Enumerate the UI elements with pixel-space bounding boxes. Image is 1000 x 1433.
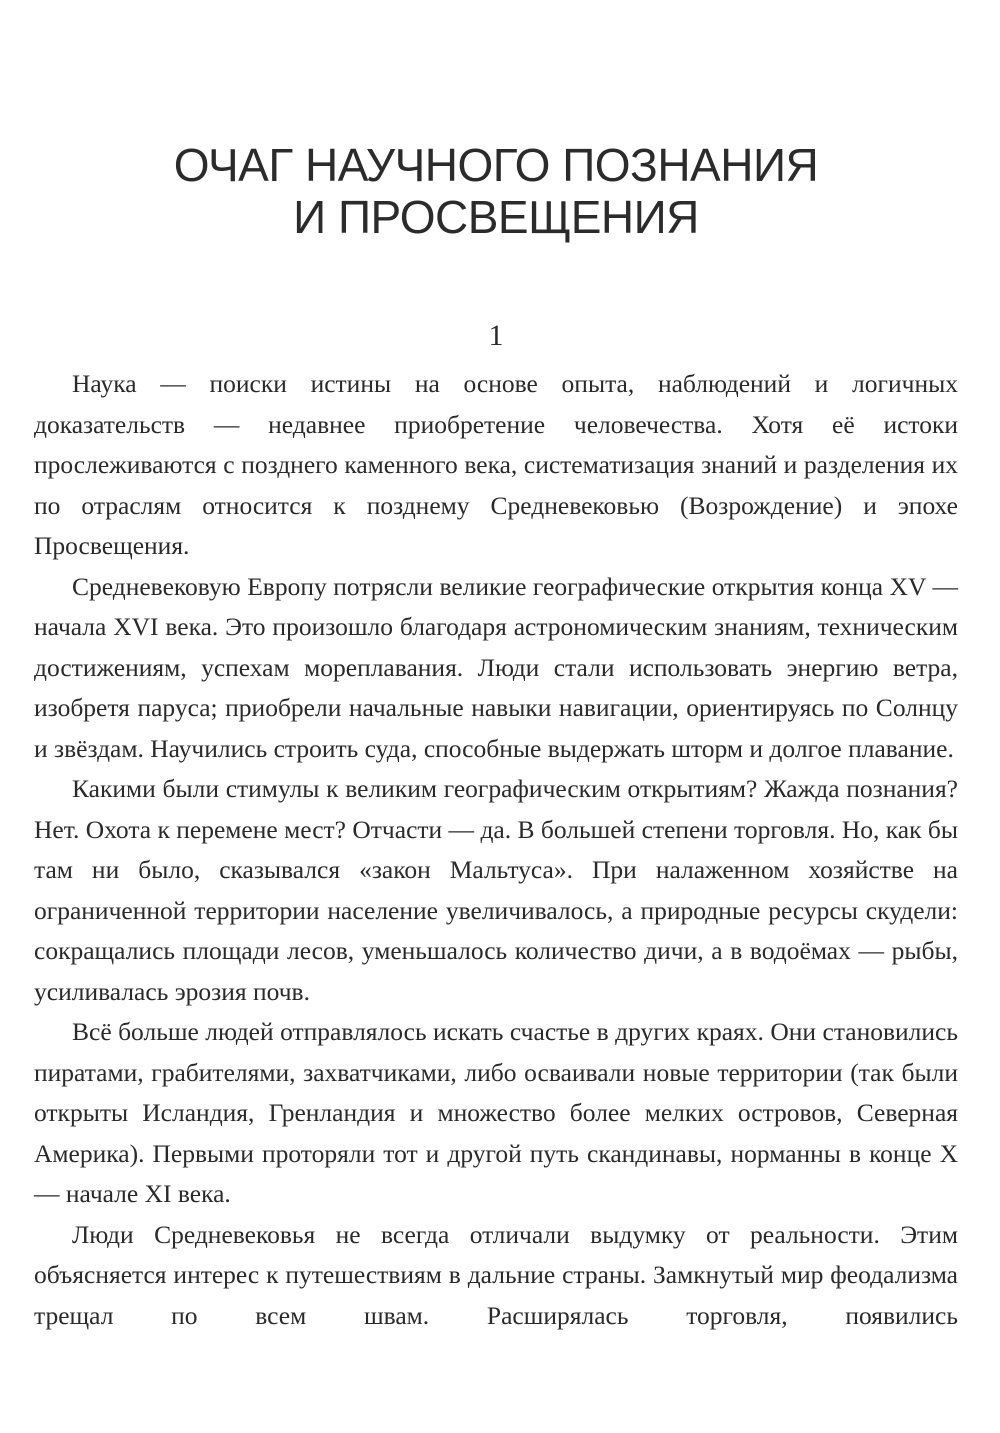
paragraph: Какими были стимулы к великим географическим открытиям? Жажда познания? Нет. Охота к перемене мест? Отчасти — да. В большей степени торговля. Но, как бы там ни было, сказывался «закон Мальтуса». При налаженном хозяйстве на ограниченной территории население увеличивалось, а природные ресурсы скудели: сокращались площади лесов, уменьшалось количество дичи, а в водоёмах — рыбы, усиливалась эрозия почв. bbox=[34, 774, 958, 1006]
chapter-title bbox=[34, 139, 958, 243]
paragraph: Наука — поиски истины на основе опыта, наблюдений и логичных доказательств — недавнее приобретение человечества. Хотя её истоки прослеживаются с позднего каменного века, систематизация знаний и разделения их по отраслям относится к позднему Средневековью (Возрождение) и эпохе Просвещения. bbox=[34, 369, 958, 560]
paragraph: Всё больше людей отправлялось искать счастье в других краях. Они становились пиратами, грабителями, захватчиками, либо осваивали новые территории (так были открыты Исландия, Гренландия и множество более мелких островов, Северная Америка). Первыми проторяли тот и другой путь скандинавы, норманны в конце X — начале XI века. bbox=[34, 1017, 958, 1208]
paragraph: Люди Средневековья не всегда отличали выдумку от реальности. Этим объясняется интерес к путешествиям в дальние страны. Замкнутый мир феодализма трещал по всем швам. Расширялась торговля, появились bbox=[34, 1219, 958, 1330]
book-page bbox=[34, 0, 958, 1433]
chapter-title-line-2: И ПРОСВЕЩЕНИЯ bbox=[293, 191, 699, 243]
paragraph: Средневековую Европу потрясли великие географические открытия конца XV — начала XVI века. Это произошло благодаря астрономическим знаниям, техническим достижениям, успехам мореплавания. Люди стали использовать энергию ветра, изобретя паруса; приобрели начальные навыки навигации, ориентируясь по Солнцу и звёздам. Научились строить суда, способные выдержать шторм и долгое плавание. bbox=[34, 571, 958, 763]
chapter-title-line-1: ОЧАГ НАУЧНОГО ПОЗНАНИЯ bbox=[173, 139, 819, 191]
section-number: 1 bbox=[488, 319, 504, 352]
body-text bbox=[34, 364, 958, 1336]
